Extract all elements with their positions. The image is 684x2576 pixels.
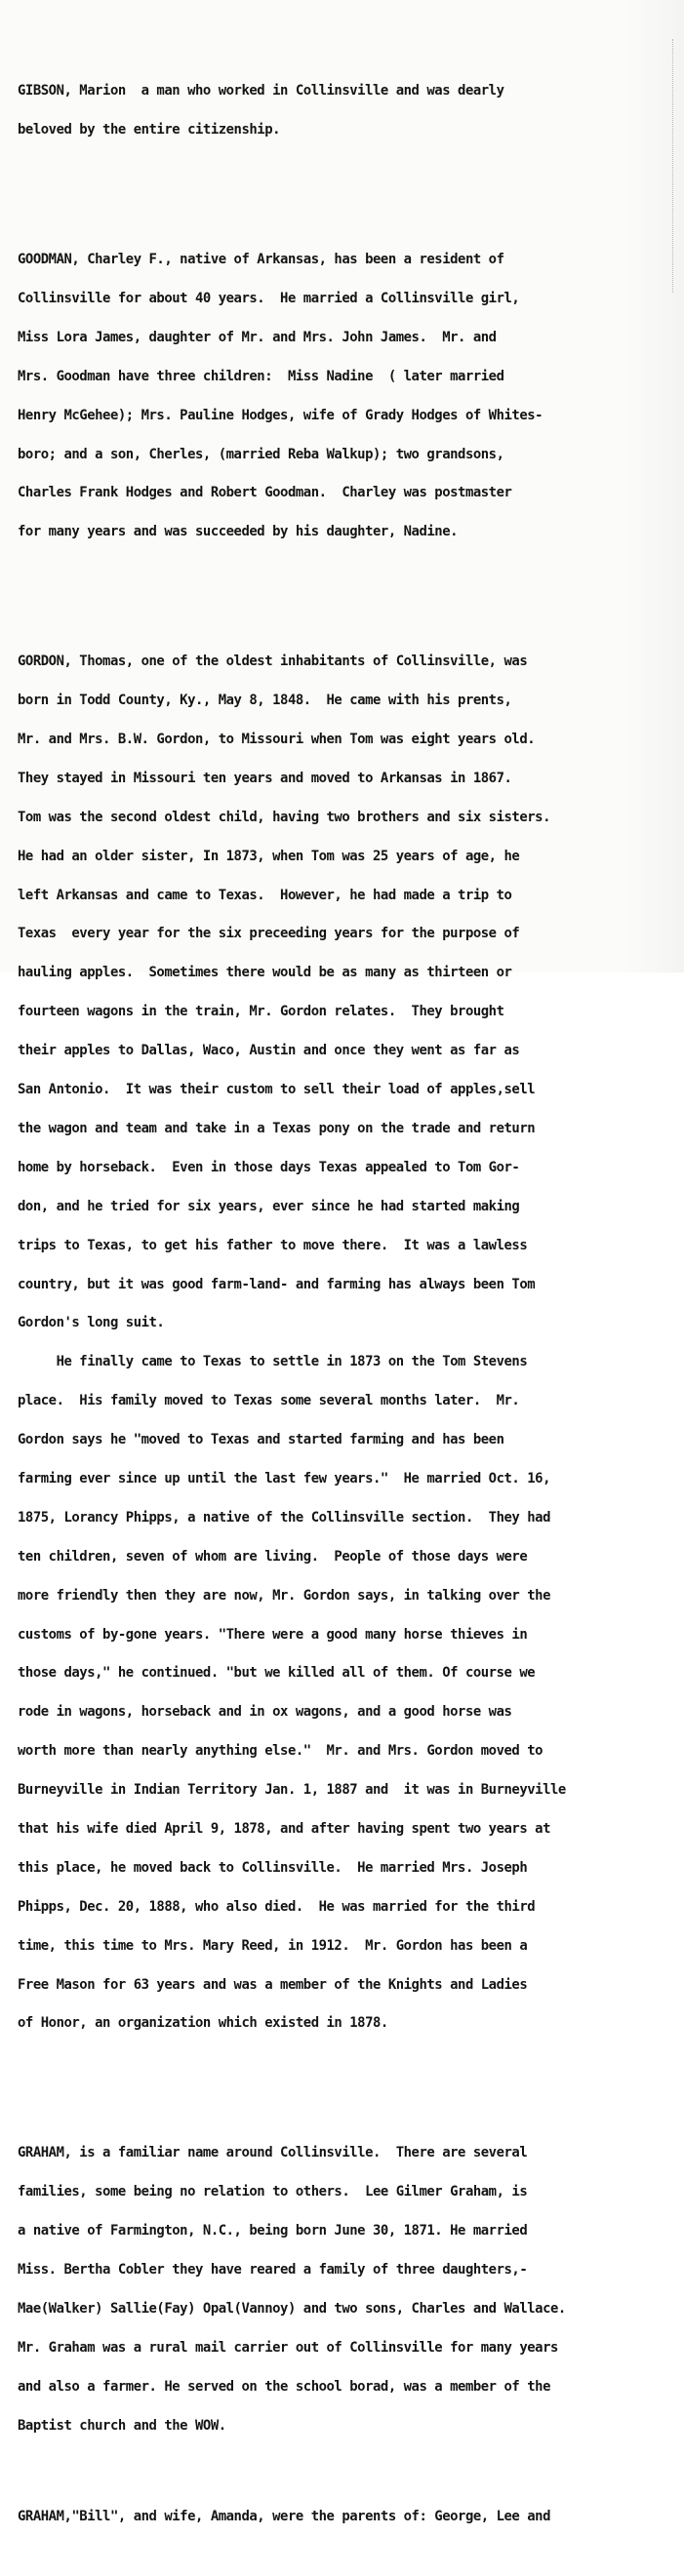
text-line: GOODMAN, Charley F., native of Arkansas, has been a resident of (18, 252, 504, 268)
entry-goodman (18, 227, 681, 565)
text-line: their apples to Dallas, Waco, Austin and once they went as far as (18, 1043, 520, 1059)
text-line: Burneyville in Indian Territory Jan. 1, 1887 and it was in Burneyville (18, 1782, 566, 1799)
text-line: Texas every year for the six preceeding years for the purpose of (18, 926, 520, 942)
text-line: farming ever since up until the last few years." He married Oct. 16, (18, 1470, 550, 1486)
text-line: Mr. Graham was a rural mail carrier out of Collinsville for many years (18, 2339, 558, 2356)
text-line: those days," he continued. "but we killed all of them. Of course we (18, 1665, 536, 1682)
entry-graham-bill (18, 2484, 681, 2549)
text-line: Charles Frank Hodges and Robert Goodman. Charley was postmaster (18, 485, 512, 501)
text-line: for many years and was succeeded by his daughter, Nadine. (18, 524, 459, 540)
text-line: families, some being no relation to others. Lee Gilmer Graham, is (18, 2184, 528, 2200)
text-line: GORDON, Thomas, one of the oldest inhabitants of Collinsville, was (18, 654, 528, 670)
text-line: Phipps, Dec. 20, 1888, who also died. He was married for the third (18, 1898, 536, 1915)
text-line: a native of Farmington, N.C., being born June 30, 1871. He married (18, 2223, 528, 2239)
text-line: worth more than nearly anything else." Mr. and Mrs. Gordon moved to (18, 1743, 543, 1760)
text-line: Gordon's long suit. (18, 1315, 165, 1331)
text-line: They stayed in Missouri ten years and moved to Arkansas in 1867. (18, 770, 512, 786)
text-line: this place, he moved back to Collinsville. He married Mrs. Joseph (18, 1859, 528, 1876)
text-line: GIBSON, Marion a man who worked in Collinsville and was dearly (18, 83, 504, 99)
text-line: country, but it was good farm-land- and farming has always been Tom (18, 1276, 536, 1292)
text-line: more friendly then they are now, Mr. Gordon says, in talking over the (18, 1587, 550, 1604)
text-line: customs of by-gone years. "There were a good many horse thieves in (18, 1626, 528, 1643)
text-line: Mr. and Mrs. B.W. Gordon, to Missouri when Tom was eight years old. (18, 732, 536, 748)
text-line: Gordon says he "moved to Texas and started farming and has been (18, 1432, 504, 1448)
text-line: San Antonio. It was their custom to sell their load of apples,sell (18, 1082, 536, 1098)
text-line: GRAHAM, is a familiar name around Collinsville. There are several (18, 2145, 528, 2161)
entry-graham (18, 2121, 681, 2459)
text-line: time, this time to Mrs. Mary Reed, in 1912. Mr. Gordon has been a (18, 1937, 528, 1954)
text-line: Collinsville for about 40 years. He married a Collinsville girl, (18, 290, 520, 306)
text-line: born in Todd County, Ky., May 8, 1848. He came with his prents, (18, 693, 512, 709)
text-line: Miss Lora James, daughter of Mr. and Mrs. John James. Mr. and (18, 329, 497, 345)
text-line: rode in wagons, horseback and in ox wagons, and a good horse was (18, 1704, 512, 1721)
text-line: left Arkansas and came to Texas. However, he had made a trip to (18, 887, 512, 903)
text-line: that his wife died April 9, 1878, and after having spent two years at (18, 1820, 550, 1837)
text-line: home by horseback. Even in those days Texas appealed to Tom Gor- (18, 1159, 520, 1175)
text-line: fourteen wagons in the train, Mr. Gordon relates. They brought (18, 1004, 504, 1020)
text-line: 1875, Lorancy Phipps, a native of the Collinsville section. They had (18, 1509, 550, 1526)
text-line: He had an older sister, In 1873, when Tom was 25 years of age, he (18, 848, 520, 864)
text-line: Free Mason for 63 years and was a member of the Knights and Ladies (18, 1976, 528, 1993)
text-line: Miss. Bertha Cobler they have reared a family of three daughters,- (18, 2262, 528, 2279)
entry-gordon (18, 630, 681, 2057)
text-line: of Honor, an organization which existed in 1878. (18, 2015, 388, 2032)
text-line: place. His family moved to Texas some several months later. Mr. (18, 1393, 520, 1409)
text-line: Mrs. Goodman have three children: Miss Nadine ( later married (18, 368, 504, 384)
text-line: Henry McGehee); Mrs. Pauline Hodges, wife of Grady Hodges of Whites- (18, 407, 543, 423)
text-line: Mae(Walker) Sallie(Fay) Opal(Vannoy) and two sons, Charles and Wallace. (18, 2300, 566, 2317)
text-line: GRAHAM,"Bill", and wife, Amanda, were the parents of: George, Lee and (18, 2508, 550, 2524)
entry-gibson (18, 59, 681, 163)
text-line: don, and he tried for six years, ever since he had started making (18, 1198, 520, 1214)
text-line: beloved by the entire citizenship. (18, 122, 281, 139)
document-body (18, 33, 681, 2575)
text-line: Tom was the second oldest child, having two brothers and six sisters. (18, 809, 550, 825)
text-line: and also a farmer. He served on the school borad, was a member of the (18, 2378, 550, 2395)
text-line: ten children, seven of whom are living. People of those days were (18, 1548, 528, 1565)
text-line: hauling apples. Sometimes there would be as many as thirteen or (18, 965, 512, 981)
text-line: He finally came to Texas to settle in 1873 on the Tom Stevens (18, 1354, 528, 1370)
text-line: Baptist church and the WOW. (18, 2417, 226, 2434)
text-line: the wagon and team and take in a Texas pony on the trade and return (18, 1120, 536, 1136)
text-line: trips to Texas, to get his father to move there. It was a lawless (18, 1237, 528, 1253)
text-line: boro; and a son, Cherles, (married Reba Walkup); two grandsons, (18, 446, 504, 462)
